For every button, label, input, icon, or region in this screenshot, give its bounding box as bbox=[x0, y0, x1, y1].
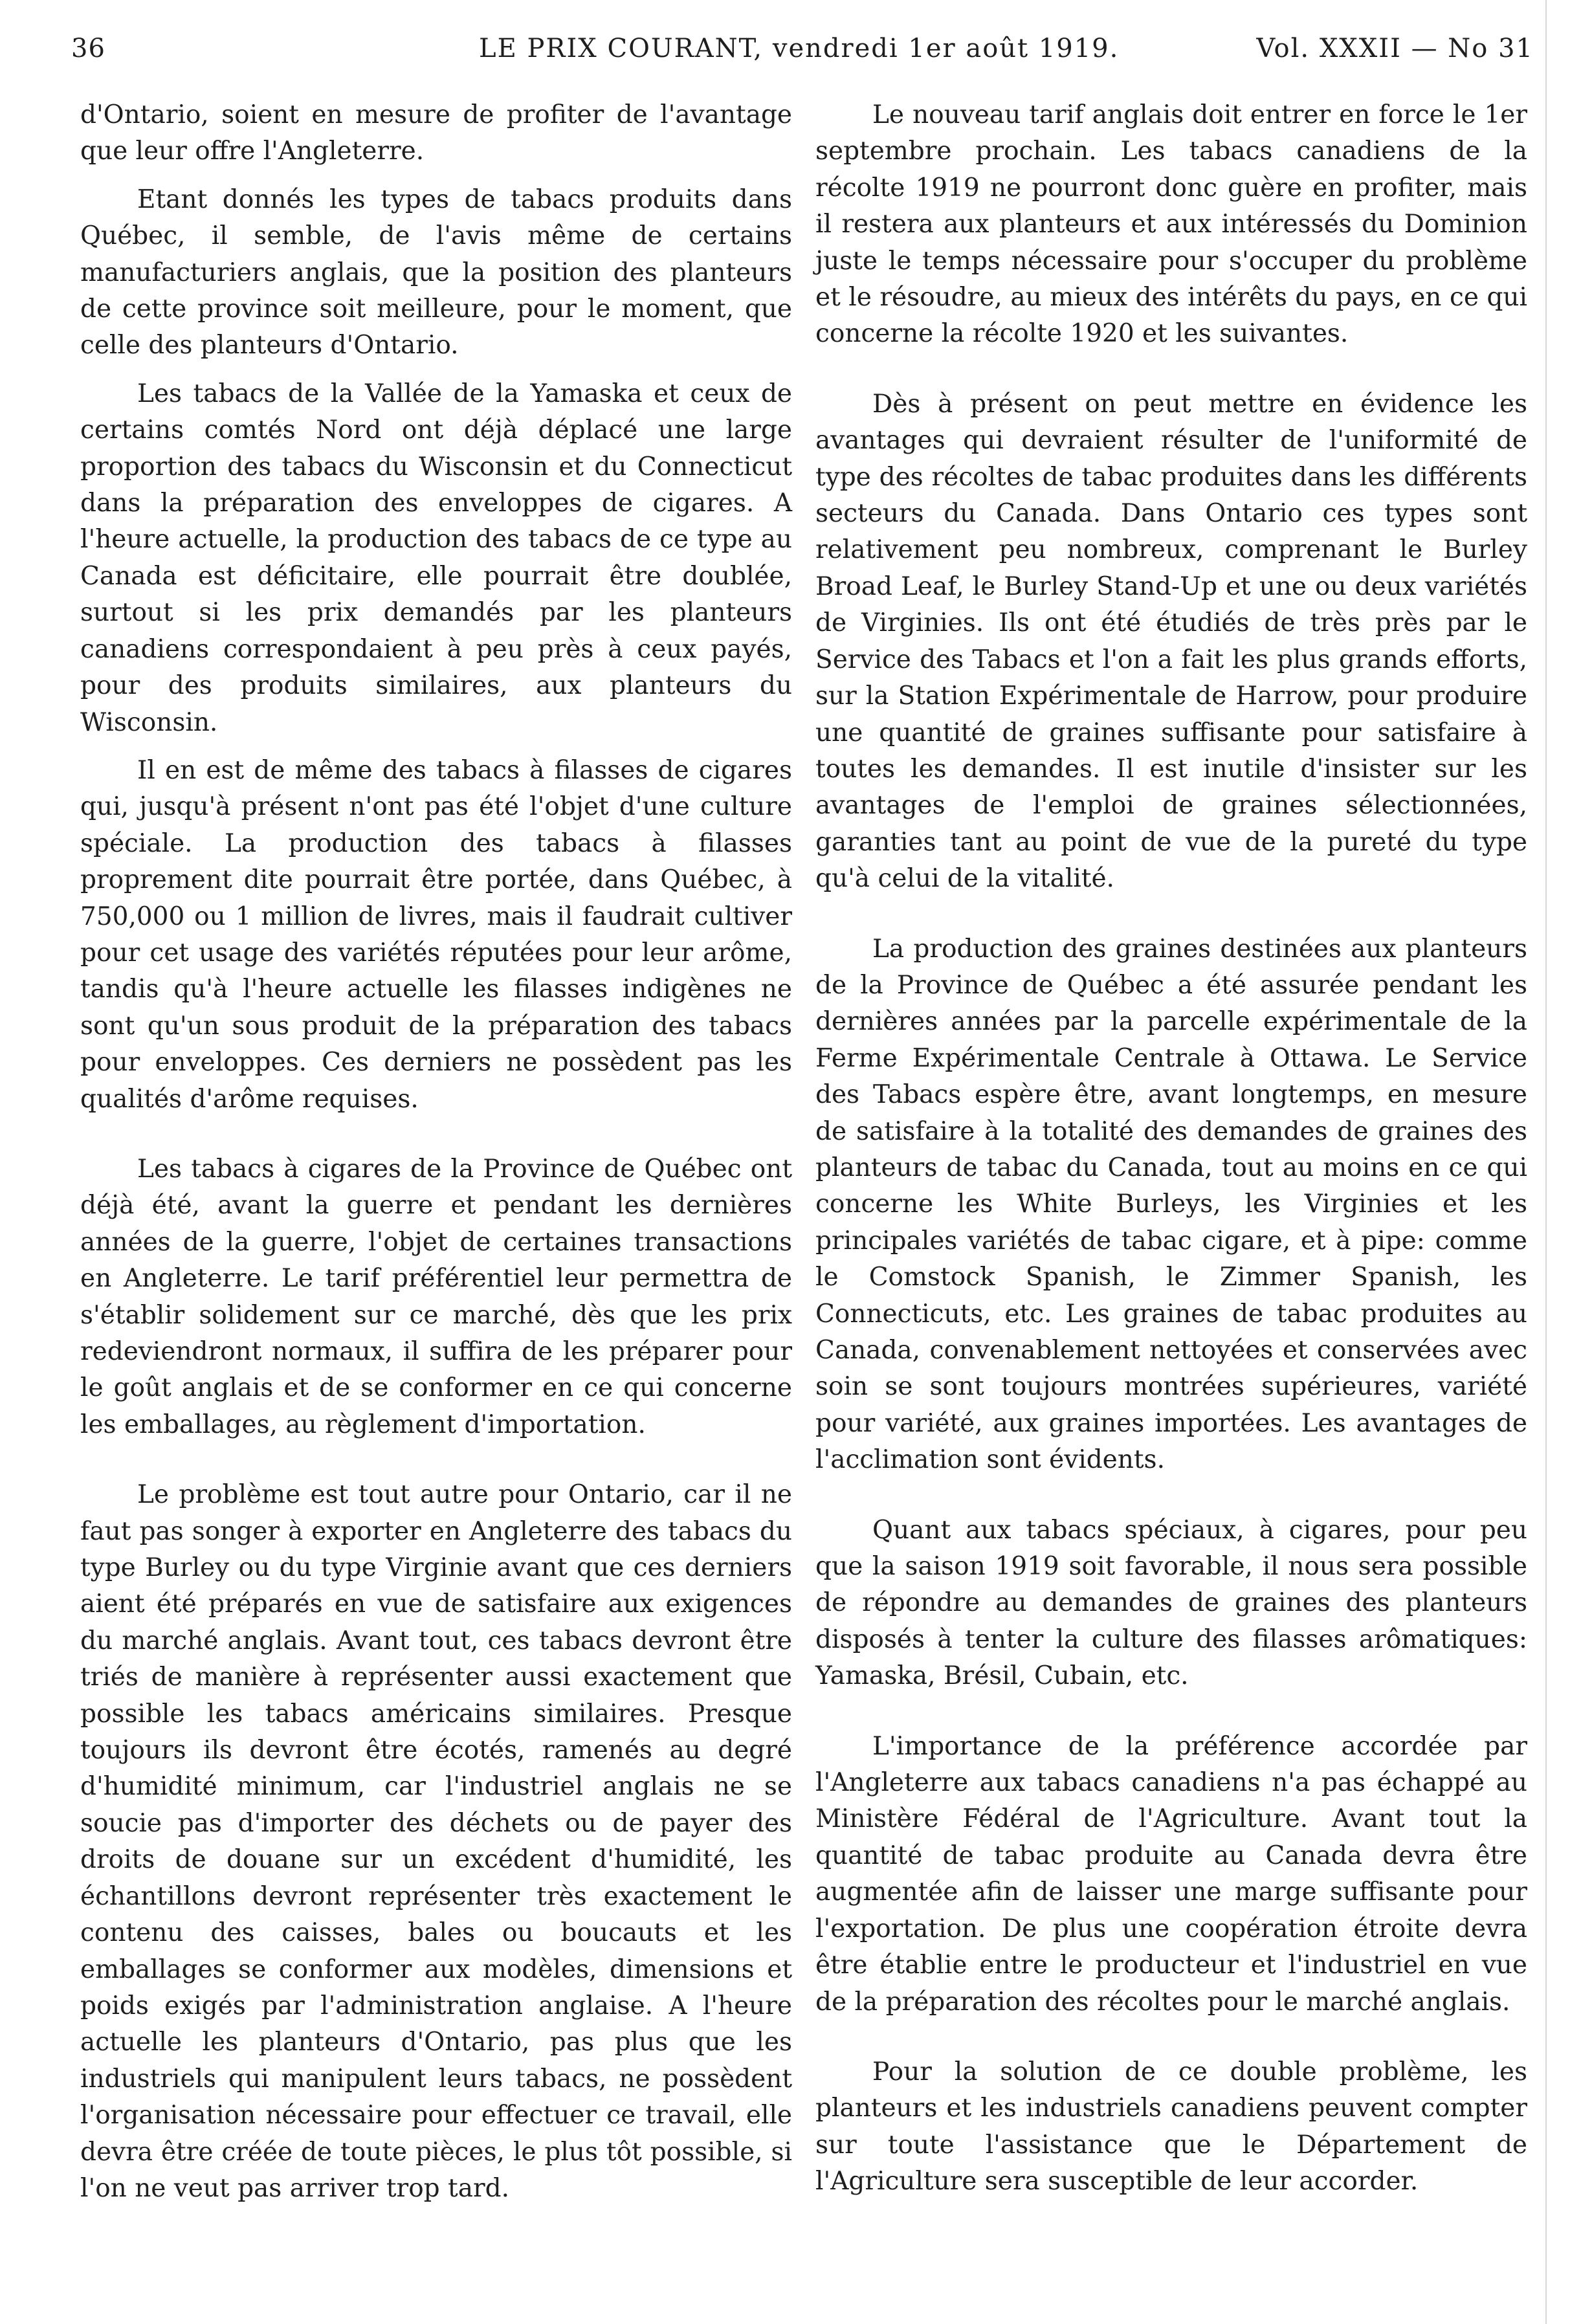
paragraph: Le problème est tout autre pour Ontario, car il ne faut pas songer à exporter en Angleterre des tabacs du type Burley ou du type Virginie avant que ces derniers aient été préparés en vue de satisfaire aux exigences du marché anglais. Avant tout, ces tabacs devront être triés de manière à représenter aussi exactement que possible les tabacs américains similaires. Presque toujours ils devront être écotés, ramenés au degré d'humidité minimum, car l'industriel anglais ne se soucie pas d'importer des déchets ou de payer des droits de douane sur un excédent d'humidité, les échantillons devront représenter très exactement le contenu des caisses, bales ou boucauts et les emballages se conformer aux modèles, dimensions et poids exigés par l'administration anglaise. A l'heure actuelle les planteurs d'Ontario, pas plus que les industriels qui manipulent leurs tabacs, ne possèdent l'organisation nécessaire pour effectuer ce travail, elle devra être créée de toute pièces, le plus tôt possible, si l'on ne veut pas arriver trop tard. bbox=[80, 1480, 792, 2203]
paragraph: Les tabacs de la Vallée de la Yamaska et ceux de certains comtés Nord ont déjà déplacé une large proportion des tabacs du Wisconsin et du Connecticut dans la préparation des enveloppes de cigares. A l'heure actuelle, la production des tabacs de ce type au Canada est déficitaire, elle pourrait être doublée, surtout si les prix demandés par les planteurs canadiens correspondaient à peu près à ceux payés, pour des produits similaires, aux planteurs du Wisconsin. bbox=[80, 379, 792, 737]
left-column bbox=[80, 97, 792, 2207]
volume-number: Vol. XXXII — No 31 bbox=[1256, 34, 1534, 63]
paragraph: La production des graines destinées aux planteurs de la Province de Québec a été assurée pendant les dernières années par la parcelle expérimentale de la Ferme Expérimentale Centrale à Ottawa. Le Service des Tabacs espère être, avant longtemps, en mesure de satisfaire à la totalité des demandes de graines des planteurs de tabac du Canada, tout au moins en ce qui concerne les White Burleys, les Virginies et les principales variétés de tabac cigare, et à pipe: comme le Comstock Spanish, le Zimmer Spanish, les Connecticuts, etc. Les graines de tabac produites au Canada, convenablement nettoyées et conservées avec soin se sont toujours montrées supérieures, variété pour variété, aux graines importées. Les avantages de l'acclimation sont évidents. bbox=[815, 934, 1527, 1475]
page-edge-line bbox=[1545, 0, 1547, 2324]
paragraph: Le nouveau tarif anglais doit entrer en force le 1er septembre prochain. Les tabacs canadiens de la récolte 1919 ne pourront donc guère en profiter, mais il restera aux planteurs et aux intéressés du Dominion juste le temps nécessaire pour s'occuper du problème et le résoudre, au mieux des intérêts du pays, en ce qui concerne la récolte 1920 et les suivantes. bbox=[815, 100, 1527, 349]
page-number: 36 bbox=[71, 34, 105, 63]
page-header bbox=[71, 27, 1534, 79]
paragraph: Dès à présent on peut mettre en évidence les avantages qui devraient résulter de l'uniformité de type des récoltes de tabac produites dans les différents secteurs du Canada. Dans Ontario ces types sont relativement peu nombreux, comprenant le Burley Broad Leaf, le Burley Stand-Up et une ou deux variétés de Virginies. Ils ont été étudiés de très près par le Service des Tabacs et l'on a fait les plus grands efforts, sur la Station Expérimentale de Harrow, pour produire une quantité de graines suffisante pour satisfaire à toutes les demandes. Il est inutile d'insister sur les avantages de l'emploi de graines sélectionnées, garanties tant au point de vue de la pureté du type qu'à celui de la vitalité. bbox=[815, 389, 1527, 894]
publication-title: LE PRIX COURANT, vendredi 1er août 1919. bbox=[479, 34, 1120, 63]
paragraph: Pour la solution de ce double problème, les planteurs et les industriels canadiens peuvent compter sur toute l'assistance que le Département de l'Agriculture sera susceptible de leur accorder. bbox=[815, 2057, 1527, 2197]
paragraph: Les tabacs à cigares de la Province de Québec ont déjà été, avant la guerre et pendant les dernières années de la guerre, l'objet de certaines transactions en Angleterre. Le tarif préférentiel leur permettra de s'établir solidement sur ce marché, dès que les prix redeviendront normaux, il suffira de les préparer pour le goût anglais et de se conformer en ce qui concerne les emballages, au règlement d'importation. bbox=[80, 1154, 792, 1439]
paragraph: d'Ontario, soient en mesure de profiter de l'avantage que leur offre l'Angleterre. bbox=[80, 100, 792, 166]
paragraph: L'importance de la préférence accordée par l'Angleterre aux tabacs canadiens n'a pas échappé au Ministère Fédéral de l'Agriculture. Avant tout la quantité de tabac produite au Canada devra être augmentée afin de laisser une marge suffisante pour l'exportation. De plus une coopération étroite devra être établie entre le producteur et l'industriel en vue de la préparation des récoltes pour le marché anglais. bbox=[815, 1731, 1527, 2017]
right-column bbox=[815, 97, 1527, 2200]
paragraph: Etant donnés les types de tabacs produits dans Québec, il semble, de l'avis même de certains manufacturiers anglais, que la position des planteurs de cette province soit meilleure, pour le moment, que celle des planteurs d'Ontario. bbox=[80, 184, 792, 360]
paragraph: Il en est de même des tabacs à filasses de cigares qui, jusqu'à présent n'ont pas été l'objet d'une culture spéciale. La production des tabacs à filasses proprement dite pourrait être portée, dans Québec, à 750,000 ou 1 million de livres, mais il faudrait cultiver pour cet usage des variétés réputées pour leur arôme, tandis qu'à l'heure actuelle les filasses indigènes ne sont qu'un sous produit de la préparation des tabacs pour enveloppes. Ces derniers ne possèdent pas les qualités d'arôme requises. bbox=[80, 755, 792, 1114]
paragraph: Quant aux tabacs spéciaux, à cigares, pour peu que la saison 1919 soit favorable, il nous sera possible de répondre au demandes de graines des planteurs disposés à tenter la culture des filasses arômatiques: Yamaska, Brésil, Cubain, etc. bbox=[815, 1515, 1527, 1691]
